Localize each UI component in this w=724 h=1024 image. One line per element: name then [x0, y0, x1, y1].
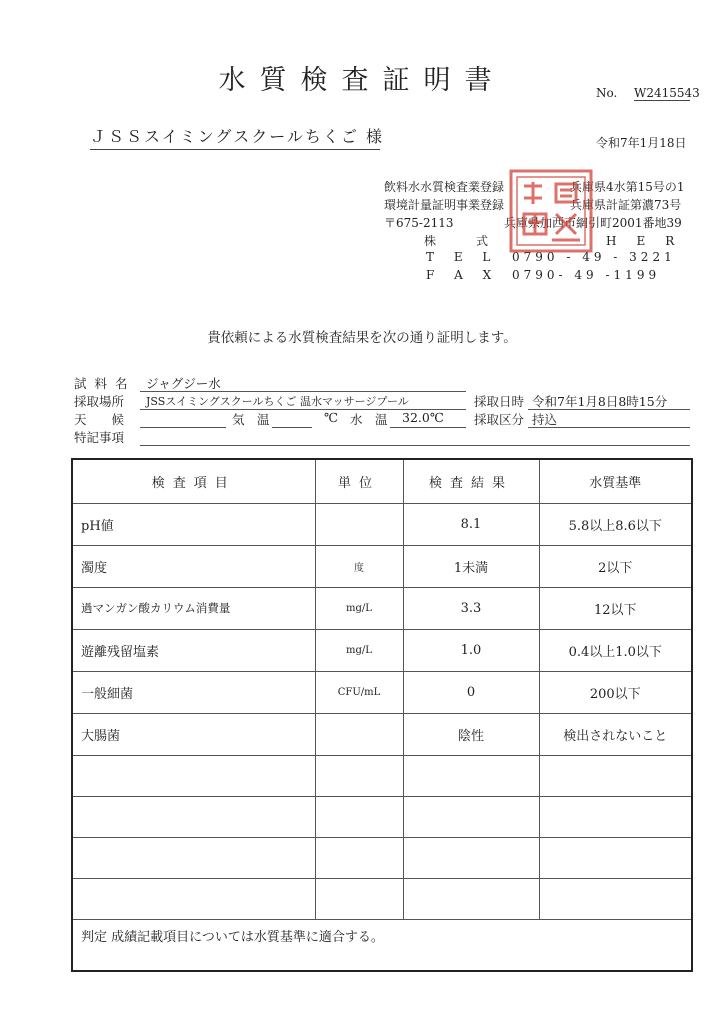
- header-standard: 水質基準: [539, 459, 692, 503]
- item-standard: [539, 796, 692, 837]
- table-row-empty: [72, 755, 692, 796]
- item-result: 0: [403, 671, 539, 713]
- item-standard: 0.4以上1.0以下: [539, 629, 692, 671]
- table-row: [72, 629, 692, 671]
- table-row-empty: [72, 796, 692, 837]
- tel-label: T E L: [426, 250, 499, 264]
- sample-name-line: [140, 390, 466, 392]
- registration1-label: 飲料水水質検査業登録: [384, 180, 505, 194]
- item-result: 1.0: [403, 629, 539, 671]
- item-result: [403, 837, 539, 878]
- item-name: [72, 837, 315, 878]
- item-unit: mg/L: [315, 629, 403, 671]
- sampling-category-line: [528, 426, 690, 428]
- notes-line: [140, 444, 690, 446]
- sampling-category-value: 持込: [532, 412, 558, 427]
- company-seal-stamp: [508, 168, 594, 254]
- item-unit: [315, 796, 403, 837]
- item-standard: [539, 837, 692, 878]
- verdict-row: [72, 919, 692, 971]
- table-row: [72, 545, 692, 587]
- item-result: 陰性: [403, 713, 539, 755]
- item-name: 一般細菌: [72, 671, 315, 713]
- company-prefix: 株 式: [424, 234, 503, 248]
- results-table: [71, 458, 693, 972]
- item-unit: [315, 713, 403, 755]
- item-name: 大腸菌: [72, 713, 315, 755]
- item-result: 8.1: [403, 503, 539, 545]
- item-unit: [315, 878, 403, 919]
- table-row: [72, 671, 692, 713]
- recipient: ＪＳＳスイミングスクールちくご 様: [90, 124, 380, 150]
- sample-name-label: 試 料 名: [74, 376, 130, 391]
- item-result: 3.3: [403, 587, 539, 629]
- fax-label: F A X: [426, 268, 500, 282]
- table-row: [72, 587, 692, 629]
- postal-code: 〒675-2113: [384, 216, 454, 230]
- item-standard: 200以下: [539, 671, 692, 713]
- item-standard: 12以下: [539, 587, 692, 629]
- tel-value: 0790 - 49 - 3221: [512, 250, 676, 264]
- item-standard: 2以下: [539, 545, 692, 587]
- header-unit: 単位: [315, 459, 403, 503]
- table-row: [72, 713, 692, 755]
- notes-label: 特記事項: [74, 430, 125, 445]
- registration2-value: 兵庫県計証第濃73号: [570, 198, 682, 212]
- air-temp-line: [272, 426, 312, 428]
- number-value: W2415543: [634, 86, 700, 100]
- air-temp-unit: ℃: [324, 410, 338, 425]
- header-result: 検査結果: [403, 459, 539, 503]
- registration1-value: 兵庫県4水第15号の1: [570, 180, 685, 194]
- header-item: 検査項目: [72, 459, 315, 503]
- number-label: No.: [596, 86, 618, 100]
- item-name: [72, 755, 315, 796]
- company-suffix: H E R: [606, 234, 679, 248]
- item-unit: 度: [315, 545, 403, 587]
- item-result: [403, 796, 539, 837]
- item-name: pH値: [72, 503, 315, 545]
- air-temp-label: 気 温: [232, 412, 270, 427]
- sampling-time-value: 令和7年1月8日8時15分: [532, 394, 668, 409]
- item-name: [72, 878, 315, 919]
- sampling-time-label: 採取日時: [474, 394, 525, 409]
- item-unit: mg/L: [315, 587, 403, 629]
- table-row-empty: [72, 837, 692, 878]
- item-name: [72, 796, 315, 837]
- item-standard: 検出されないこと: [539, 713, 692, 755]
- item-name: 濁度: [72, 545, 315, 587]
- item-name: 過マンガン酸カリウム消費量: [72, 587, 315, 629]
- verdict-text: 判定 成績記載項目については水質基準に適合する。: [72, 919, 692, 971]
- item-unit: [315, 755, 403, 796]
- item-standard: [539, 878, 692, 919]
- item-standard: [539, 755, 692, 796]
- item-unit: [315, 837, 403, 878]
- certification-text: 貴依頼による水質検査結果を次の通り証明します。: [207, 330, 517, 346]
- table-row-empty: [72, 878, 692, 919]
- water-temp-line: [390, 426, 466, 428]
- sampling-category-label: 採取区分: [474, 412, 525, 427]
- fax-value: 0790- 49 -1199: [512, 268, 661, 282]
- item-unit: CFU/mL: [315, 671, 403, 713]
- table-row: [72, 503, 692, 545]
- issue-date: 令和7年1月18日: [596, 136, 687, 150]
- sampling-place-value: JSSスイミングスクールちくご 温水マッサージプール: [146, 395, 409, 408]
- item-name: 遊離残留塩素: [72, 629, 315, 671]
- water-temp-label: 水 温: [350, 412, 388, 427]
- water-temp-value: 32.0℃: [402, 410, 444, 425]
- item-result: [403, 755, 539, 796]
- item-unit: [315, 503, 403, 545]
- table-header-row: [72, 459, 692, 503]
- weather-line: [140, 426, 226, 428]
- registration2-label: 環境計量証明事業登録: [384, 198, 505, 212]
- sample-name-value: ジャグジー水: [146, 376, 221, 391]
- document-title: 水質検査証明書: [218, 65, 506, 96]
- item-result: [403, 878, 539, 919]
- item-result: 1未満: [403, 545, 539, 587]
- weather-label: 天 候: [74, 412, 125, 427]
- sampling-place-label: 採取場所: [74, 394, 125, 409]
- item-standard: 5.8以上8.6以下: [539, 503, 692, 545]
- address: 兵庫県加西市網引町2001番地39: [504, 216, 682, 230]
